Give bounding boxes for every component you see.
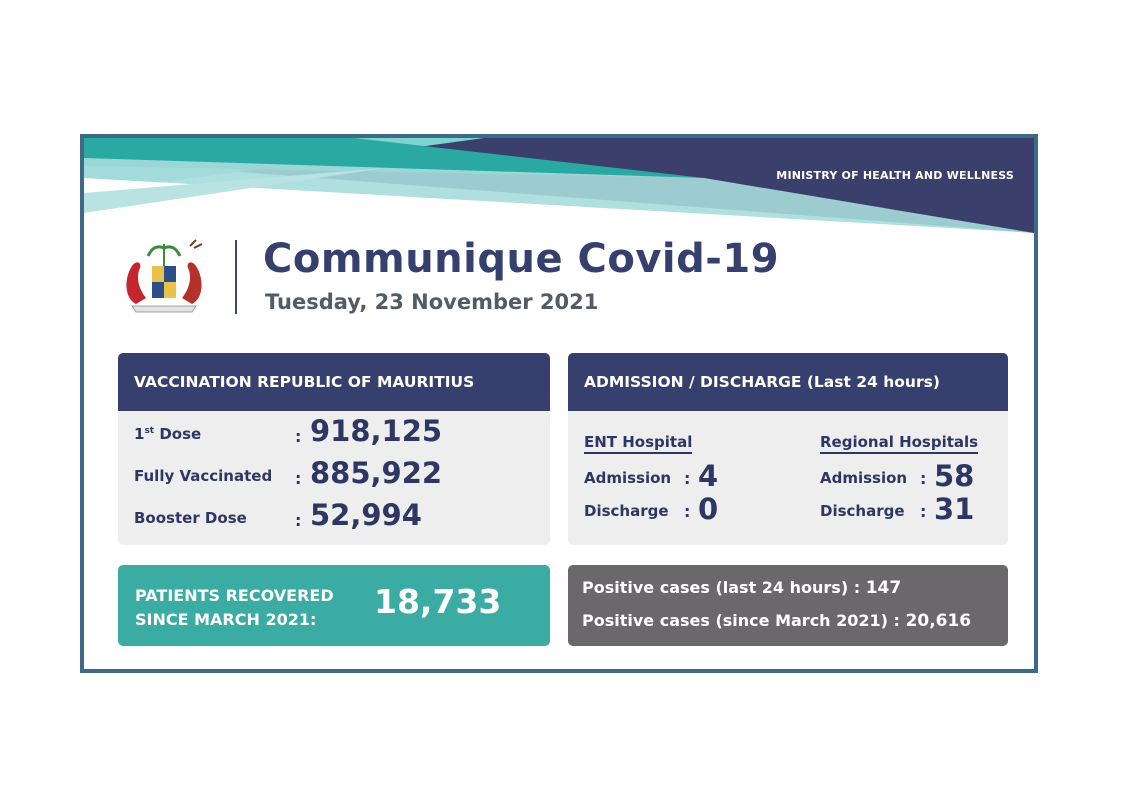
regional-discharge-value: 31 — [934, 492, 975, 526]
recovered-label-line1: PATIENTS RECOVERED — [135, 586, 334, 605]
ent-discharge-label: Discharge — [584, 502, 669, 520]
recovered-panel — [118, 565, 550, 646]
positive-last24 — [582, 578, 901, 598]
fully-vaccinated-value: 885,922 — [310, 456, 443, 490]
first-dose-value: 918,125 — [310, 414, 443, 448]
separator: : — [920, 469, 927, 488]
coat-of-arms-icon — [118, 238, 210, 318]
recovered-label-line2: SINCE MARCH 2021: — [135, 610, 317, 629]
booster-dose-label: Booster Dose — [134, 509, 247, 527]
header-banner — [84, 138, 1034, 238]
separator: : — [295, 469, 302, 488]
ent-admission-value: 4 — [698, 459, 719, 493]
ent-discharge-value: 0 — [698, 492, 719, 526]
positive-last24-value: 147 — [865, 578, 902, 598]
separator: : — [684, 469, 691, 488]
positive-since-value: 20,616 — [905, 611, 972, 631]
communique-date: Tuesday, 23 November 2021 — [265, 290, 599, 314]
ent-admission-label: Admission — [584, 469, 672, 487]
positive-last24-label: Positive cases (last 24 hours) : — [582, 578, 861, 597]
booster-dose-value: 52,994 — [310, 498, 422, 532]
separator: : — [295, 511, 302, 530]
title-divider — [235, 240, 237, 314]
separator: : — [295, 427, 302, 446]
positive-since-label: Positive cases (since March 2021) : — [582, 611, 900, 630]
vaccination-heading: VACCINATION REPUBLIC OF MAURITIUS — [118, 353, 550, 411]
fully-vaccinated-label: Fully Vaccinated — [134, 467, 273, 485]
recovered-label — [135, 584, 334, 632]
page-title: Communique Covid-19 — [263, 236, 780, 282]
ministry-name: MINISTRY OF HEALTH AND WELLNESS — [776, 169, 1014, 182]
regional-hospitals-heading: Regional Hospitals — [820, 433, 978, 454]
admission-heading: ADMISSION / DISCHARGE (Last 24 hours) — [568, 353, 1008, 411]
regional-admission-label: Admission — [820, 469, 908, 487]
separator: : — [920, 502, 927, 521]
regional-discharge-label: Discharge — [820, 502, 905, 520]
vaccination-panel — [118, 353, 550, 545]
regional-admission-value: 58 — [934, 459, 975, 493]
ent-hospital-heading: ENT Hospital — [584, 433, 692, 454]
positive-since-march — [582, 611, 971, 631]
admission-panel — [568, 353, 1008, 545]
recovered-value: 18,733 — [374, 582, 502, 621]
first-dose-label: 1st Dose — [134, 425, 202, 443]
positive-cases-panel — [568, 565, 1008, 646]
communique-card — [80, 134, 1038, 673]
separator: : — [684, 502, 691, 521]
